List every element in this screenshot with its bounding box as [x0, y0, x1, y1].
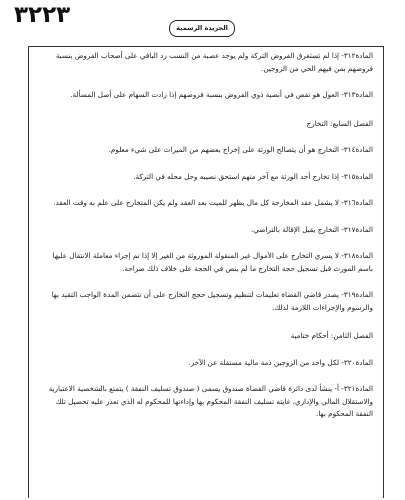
article-318: المادة٣١٨- لا يسري التخارج على الأموال غير المنقولة الموروثة من الغير إلا إذا تم إجراء معاملة الانتقال عليها باسم المورث قبل تسجيل حجة التخارج ما لم ينص في الحجة على خلاف ذلك صراحة.	[52, 251, 373, 273]
gazette-header-badge: الجريدة الرسمية	[169, 20, 235, 37]
article-321: المادة٣٢١- أ- ينشأ لدى دائرة قاضي القضاة صندوق يسمى ( صندوق تسليف النفقة ) يتمتع بالشخصية الاعتبارية والاستقلال المالي والإداري، غايته تسليف النفقة المحكوم بها وإداءتها للمحكوم له الذي تعذر عليه تحصيل تلك النفقة المحكوم بها.	[48, 384, 373, 418]
page-number: ٣٢٢٣	[14, 2, 71, 28]
article-320: المادة٣٢٠- لكل واحد من الزوجين ذمة مالية مستقلة عن الآخر.	[188, 357, 373, 367]
article-315: المادة٣١٥- إذا تخارج أحد الورثة مع آخر منهم استحق نصيبه وحل محله في التركة.	[133, 171, 373, 181]
article-319: المادة٣١٩- يصدر قاضي القضاة تعليمات لتنظيم وتسجيل حجج التخارج على أن تتضمن المدة الواجب التقيد بها والرسوم والإجراءات اللازمة لذلك.	[51, 290, 373, 312]
chapter-seven-heading: الفصل السابع: التخارج	[306, 118, 373, 128]
document-body	[36, 50, 373, 427]
article-317: المادة٣١٧- التخارج يقبل الإقالة بالتراضي.	[250, 224, 373, 234]
chapter-eight-heading: الفصل الثامن: أحكام ختامية	[290, 331, 373, 340]
article-316: المادة٣١٦- لا يشمل عقد المخارجة كل مال يظهر للميت بعد العقد ولم يكن المتخارج على علم به وقت العقد.	[53, 198, 373, 207]
article-313: المادة٣١٣- العول هو نقص في أنصبة ذوي الفروض بنسبة فروضهم إذا زادت السهام على أصل المسألة.	[70, 90, 373, 99]
article-314: المادة٣١٤- التخارج هو أن يتصالح الورثة على إخراج بعضهم من الميراث على شيء معلوم.	[108, 145, 373, 154]
article-312: المادة٣١٢- إذا لم تستغرق الفروض التركة ولم يوجد عصبة من النسب رد الباقي على أصحاب الفروض بنسبة فروضهم بمن فيهم الحي من الزوجين.	[55, 51, 373, 73]
